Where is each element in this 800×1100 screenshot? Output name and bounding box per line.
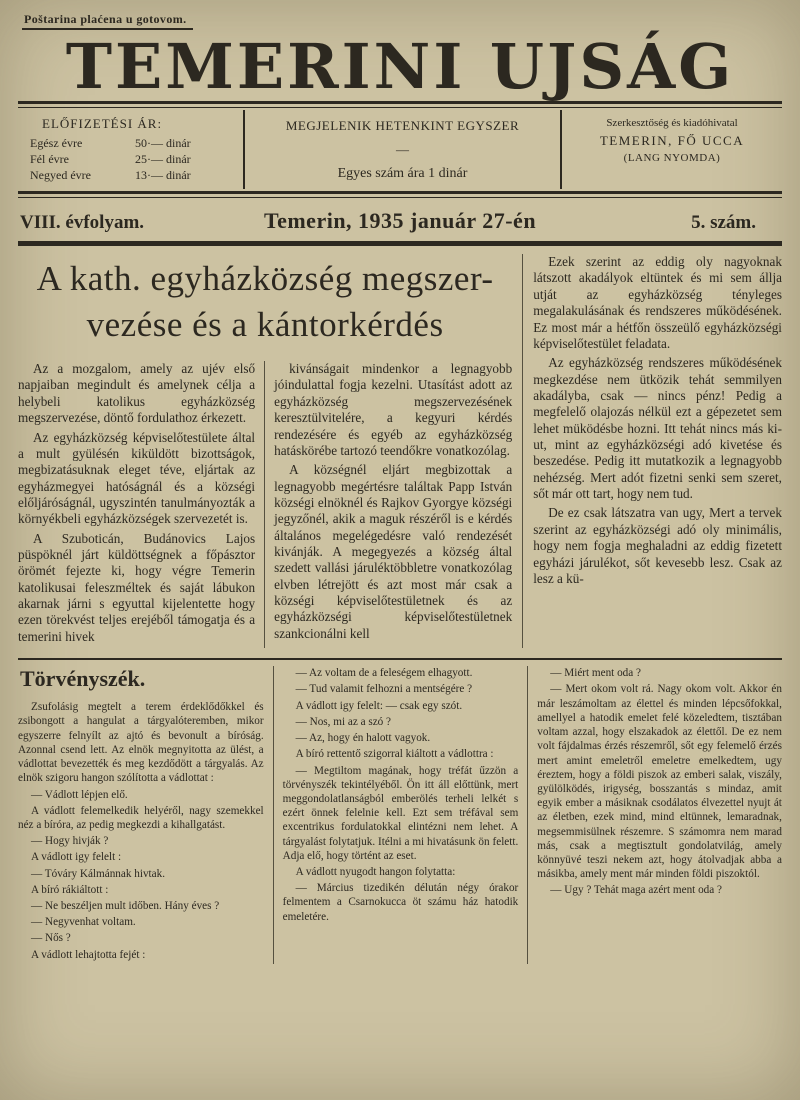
subscription-term: Egész évre (30, 136, 83, 151)
paragraph: — Március tizedikén délután négy órakor felmentem a Csarnokucca öt számu ház hatodik emeletére. (282, 882, 519, 923)
paragraph: — Mert okom volt rá. Nagy okom volt. Akkor én már leszámoltam az élettel és minden lépcsőfokkal, amellyel a hatodik emelet felé közeledtem, tisztában voltam azzal, hogy elszakadok az élettől. De ez nem volt fájdalmas érzés részemről, sőt egy felemelő érzés mert amint emeletről emeletre emelkedtem, ugy éreztem, hogy a földi piszok az emberi salak, viszály, gyülölködés, irigység, bosszantás s mindaz, amit egyik ember a másiknak csodálatos élvezettel nyujt át az életben, ezek mind, mind eltünnek, lemaradnak, megsemmisülnek részemre. S számomra nem marad más, csak a megtisztult gondolatvilág, amely könnyüvé teszi nekem azt, hogy átolvadjak abba a másikba, amely ment már minden földi piszoktól. (537, 683, 782, 881)
publication-frequency-box (243, 110, 562, 189)
lead-article (18, 254, 782, 648)
subscription-price: 13·— dinár (135, 168, 191, 183)
paragraph: — Miért ment oda ? (550, 667, 641, 680)
paragraph: A Szuboticán, Budánovics Lajos püspöknél járt küldöttségnek a főpásztor örömét fejezte ki, hogy végre Temerin katolikusai feleszméltek és saját lábukon akarnak járni s egyuttal kijelentette hogy ezen törekvést teljes erejéből támogatja és a temerini hivek (18, 530, 256, 644)
paragraph: — Negyvenhat voltam. (31, 916, 136, 929)
subscription-box (18, 110, 243, 189)
dateline-issue: 5. szám. (691, 212, 756, 234)
lead-headline-line2: vezése és a kántorkérdés (86, 304, 444, 344)
paragraph: Ezek szerint az eddig oly nagyoknak látszott akadályok eltüntek és mi sem állja utját az egyházközség tényleges megalakulásának és rendszeres működésének. Ez most már a hétfőn összeülő egyházközségi képviselőtestület feladata. (533, 254, 782, 351)
subscription-price: 25·— dinár (135, 152, 191, 167)
office-printer: (LANG NYOMDA) (623, 152, 721, 165)
subscription-row (30, 152, 233, 167)
divider-rule-heavy (18, 241, 782, 246)
editorial-office-box (562, 110, 782, 189)
paragraph: Zsufolásig megtelt a terem érdeklődőkkel és zsibongott a hangulat a tárgyalóteremben, mikor egyszerre felnyílt az ajtó és bevonult a bíróság. Azonnal csend lett. Az elnök megnyitotta az ülést, a vádlottat bevezették és meg kezdődött a tárgyalás. Az elnök szigoru hangon szólította a vádlottat : (18, 701, 264, 785)
subscription-term: Negyed évre (30, 168, 91, 183)
subscription-row (30, 168, 233, 183)
court-column-1-text (18, 700, 264, 962)
paragraph: A vádlott igy felelt : (31, 851, 122, 864)
paragraph: A községnél eljárt megbizottak a legnagyobb megértésre találtak Papp István községi elnöknél és Rajkov Gyorgye községi jegyzőnél, akik a maguk részéről is e kérdés általános megelégedésre való rendezését kivánják. A megegyezés a község által szedett vallási járuléktöbbletre vonatkozólag elvben létrejött és azt most már csak a községi képviselőtestületnek és az egyházközségi képviselőtestületnek szankcionálni kell (274, 462, 513, 641)
paragraph: — Vádlott lépjen elő. (31, 788, 128, 801)
office-address: TEMERIN, FŐ UCCA (599, 133, 745, 149)
paragraph: De ez csak látszatra van ugy, Mert a tervek szerint az egyházközségi adó oly minimális, hogy nem fogja meghaladni az eddig fizetett egyházi járulékot, sőt kevesebb lesz. Csak az lesz a kü- (533, 505, 782, 586)
paragraph: — Ugy ? Tehát maga azért ment oda ? (550, 884, 723, 897)
paragraph: Az egyházközség rendszeres működésének megkezdése nem ütközik tehát semmilyen akadályba, csak — nincs pénz! Pedig a megfelelő olajozás nélkül ezt a gépezetet sem lehet müködésbe hozni. Itt tehát nincs más ki-ut, mint az egyházközségi adó kivetése és beszedése. Pedig itt mutatkozik a legnagyobb nehézség. Mert adót fizetni senki sem szeret, sőt már ott tart, hogy nem tud. (533, 355, 782, 502)
frequency-line: MEGJELENIK HETENKINT EGYSZER (285, 118, 520, 134)
single-copy-price: Egyes szám ára 1 dinár (337, 166, 468, 182)
court-column-2 (273, 666, 528, 964)
lead-article-left (18, 254, 522, 648)
paragraph: — Nos, mi az a szó ? (295, 715, 392, 728)
paragraph: A vádlott igy felelt: — csak egy szót. (295, 699, 463, 712)
subscription-title: ELŐFIZETÉSI ÁR: (42, 116, 163, 132)
paragraph: Az egyházközség képviselőtestülete által a mult gyülésén kiküldött bizottságok, megbizatásuknak eleget téve, eljártak az egyházmegyei hatóságnál és a községi előljáróságnál, ugyszintén tanulmányozták a környékbeli egyházközségek szervezetét is. (18, 429, 256, 527)
paragraph: — Tud valamit felhozni a mentségére ? (295, 683, 473, 696)
subscription-row (30, 136, 233, 151)
court-column-3 (527, 666, 782, 964)
lead-headline-line1: A kath. egyházközség megszer- (36, 259, 494, 299)
header-info-box (18, 110, 782, 189)
paragraph: — Az voltam de a feleségem elhagyott. (295, 667, 473, 680)
dateline-volume: VIII. évfolyam. (20, 212, 145, 234)
paragraph: — Ne beszéljen mult időben. Hány éves ? (31, 900, 220, 913)
paragraph: — Az, hogy én halott vagyok. (295, 732, 431, 745)
lead-column-3 (522, 254, 782, 648)
subscription-term: Fél évre (30, 152, 69, 167)
dateline (18, 200, 782, 239)
paragraph: Az a mozgalom, amely az ujév első napjaiban megindult és amelynek célja a helybeli katolikus egyházközség megszervezése, döntő fordulathoz érkezett. (18, 361, 256, 426)
divider-rule (18, 191, 782, 198)
paragraph: — Tóváry Kálmánnak hivtak. (31, 867, 166, 880)
paragraph: — Megtiltom magának, hogy tréfát űzzön a törvényszék tekintélyéből. Ön itt áll előttünk, mert meggondolatlanságból emberölés terheli lelkét s ezért önnek felelnie kell. Ezt sem tréfával sem excentrikus fordulatokkal elintézni nem lehet. A tárgyalást folytatjuk. Itélni a mi hivatásunk ön felett. Adja elő, hogy történt az eset. (282, 764, 519, 862)
court-column-1 (18, 666, 273, 964)
masthead-title: TEMERINI UJSÁG (65, 30, 735, 103)
paragraph: A bíró rettentő szigorral kiáltott a vádlottra : (295, 748, 494, 761)
paragraph: — Nős ? (31, 932, 71, 945)
dateline-date: Temerin, 1935 január 27-én (263, 208, 537, 234)
court-article-title: Törvényszék. (20, 666, 146, 692)
lead-column-2 (265, 361, 512, 648)
paragraph: A vádlott nyugodt hangon folytatta: (295, 866, 456, 879)
subscription-price: 50·— dinár (135, 136, 191, 151)
lead-article-columns (18, 361, 512, 648)
frequency-divider: — (396, 141, 409, 157)
lead-headline (18, 256, 512, 347)
paragraph: A bíró rákiáltott : (31, 883, 109, 896)
postage-note: Poštarina plaćena u gotovom. (22, 12, 193, 30)
court-article (18, 658, 782, 964)
lead-column-1 (18, 361, 265, 648)
paragraph: — Hogy hivják ? (31, 835, 109, 848)
paragraph: A vádlott felemelkedik helyéről, nagy szemekkel néz a bíróra, az pedig megkezdi a kihallgatást. (18, 804, 264, 831)
paragraph: kivánságait mindenkor a legnagyobb jóindulattal fogja kezelni. Utasítást adott az egyházközség megszervezésének keresztülvitelére, a kegyuri kérdés rendezésére és egyéb az egyházközség hatáskörébe tartozó teendőkre vonatkozólag. (274, 361, 513, 458)
paragraph: A vádlott lehajtotta fejét : (31, 948, 146, 961)
office-label: Szerkesztőség és kiadóhivatal (606, 117, 738, 130)
